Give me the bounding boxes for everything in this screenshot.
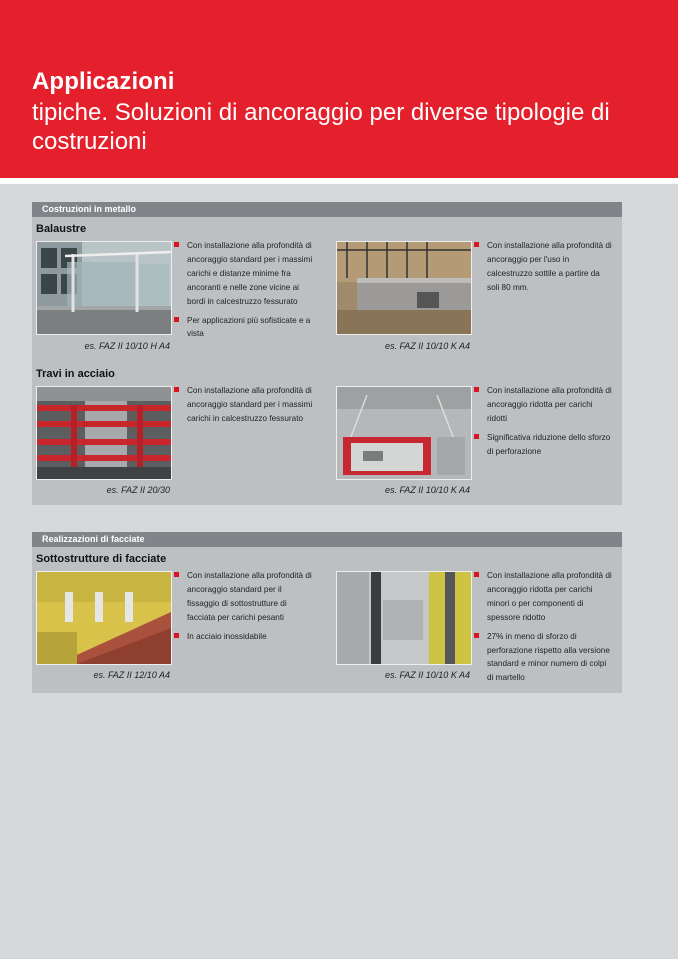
caption-product: es. FAZ II 10/10 K A4 (384, 670, 470, 680)
caption-product: es. FAZ II 10/10 H A4 (84, 341, 170, 351)
page-header (0, 0, 678, 178)
photo-balustrade-glass (36, 241, 172, 335)
bullet-item: Con installazione alla profondità di ancoraggio standard per i massimi carichi in calcestruzzo fessurato (174, 384, 314, 426)
bullet-list (174, 569, 314, 649)
caption-product: es. FAZ II 10/10 K A4 (384, 485, 470, 495)
bullet-item: Con installazione alla profondità di ancoraggio standard per i massimi carichi e distanze minime fra ancoranti e nelle zone vicine ai bordi in calcestruzzo fessurato (174, 239, 314, 309)
photo-facade-brick (36, 571, 172, 665)
bullet-list (474, 239, 614, 300)
caption-product: es. FAZ II 10/10 K A4 (384, 341, 470, 351)
caption-product: es. FAZ II 12/10 A4 (93, 670, 170, 680)
page-title-rest: tipiche. Soluzioni di ancoraggio per diverse tipologie di costruzioni (32, 99, 610, 155)
subtitle-balaustre: Balaustre (36, 223, 87, 235)
bullet-item: Con installazione alla profondità di ancoraggio ridotta per carichi minori o per componenti di spessore ridotto (474, 569, 614, 625)
bullet-item: Con installazione alla profondità di ancoraggio ridotta per carichi ridotti (474, 384, 614, 426)
bullet-item: 27% in meno di sforzo di perforazione rispetto alla versione standard e minor numero di colpi di martello (474, 630, 614, 686)
subtitle-travi: Travi in acciaio (36, 368, 115, 380)
bullet-item: Con installazione alla profondità di ancoraggio standard per il fissaggio di sottostrutture di facciata per carichi pesanti (174, 569, 314, 625)
photo-facade-panel (336, 571, 472, 665)
bullet-list (474, 384, 614, 464)
bullet-item: Per applicazioni più sofisticate e a vista (174, 314, 314, 342)
section-bar-title: Costruzioni in metallo (32, 202, 622, 217)
bullet-list (174, 384, 314, 431)
bullet-item: Con installazione alla profondità di ancoraggio per l'uso in calcestruzzo sottile a partire da soli 80 mm. (474, 239, 614, 295)
section-facades (32, 532, 622, 693)
bullet-list (174, 239, 314, 346)
section-metal-constructions (32, 202, 622, 505)
bullet-list (474, 569, 614, 690)
header-divider (0, 178, 678, 184)
page-title-bold: Applicazioni (32, 68, 175, 95)
bullet-item: Significativa riduzione dello sforzo di perforazione (474, 431, 614, 459)
subtitle-sottostrutture: Sottostrutture di facciate (36, 553, 167, 565)
photo-hanging-frame (336, 386, 472, 480)
section-bar-title: Realizzazioni di facciate (32, 532, 622, 547)
photo-balustrade-slab (336, 241, 472, 335)
photo-steel-beams (36, 386, 172, 480)
caption-product: es. FAZ II 20/30 (106, 485, 170, 495)
bullet-item: In acciaio inossidabile (174, 630, 314, 644)
